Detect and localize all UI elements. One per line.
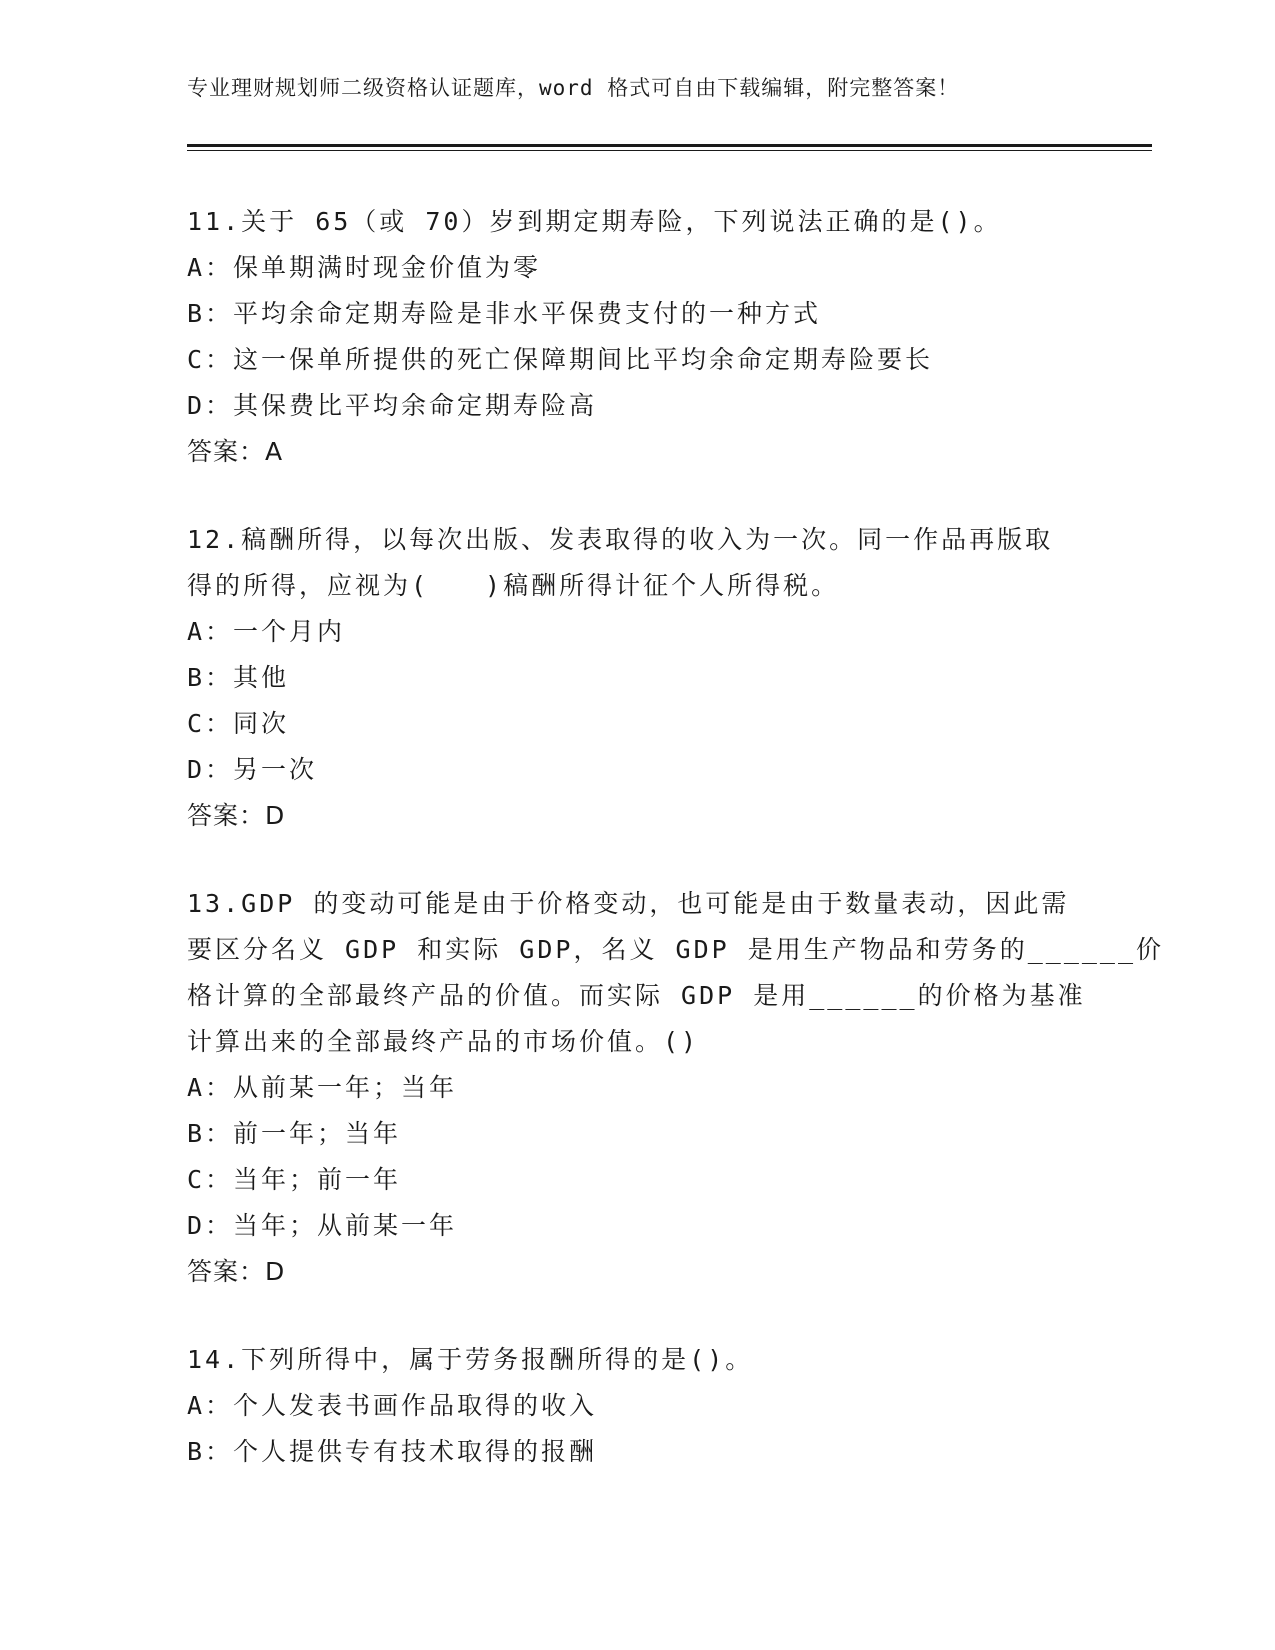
option-c: C：当年；前一年 (187, 1165, 402, 1194)
option-b: B：前一年；当年 (187, 1119, 402, 1148)
question-stem (187, 199, 1087, 245)
option-d: D：另一次 (187, 755, 318, 784)
option-c: C：同次 (187, 709, 290, 738)
option-c: C：这一保单所提供的死亡保障期间比平均余命定期寿险要长 (187, 345, 934, 374)
question-list (187, 199, 1165, 1517)
stem-line: 要区分名义 GDP 和实际 GDP，名义 GDP 是用生产物品和劳务的______价 (187, 935, 1165, 964)
stem-line: 12.稿酬所得，以每次出版、发表取得的收入为一次。同一作品再版取 (187, 525, 1054, 554)
stem-line: 13.GDP 的变动可能是由于价格变动，也可能是由于数量表动，因此需 (187, 889, 1070, 918)
option-b: B：平均余命定期寿险是非水平保费支付的一种方式 (187, 299, 822, 328)
answer-label: 答案：D (187, 801, 286, 830)
question-12 (187, 517, 1087, 839)
question-13 (187, 881, 1165, 1295)
question-14 (187, 1337, 1087, 1475)
question-stem (187, 1337, 1087, 1383)
option-a: A：保单期满时现金价值为零 (187, 253, 542, 282)
option-b: B：其他 (187, 663, 290, 692)
option-a: A：一个月内 (187, 617, 346, 646)
stem-line: 14.下列所得中，属于劳务报酬所得的是()。 (187, 1345, 754, 1374)
option-d: D：其保费比平均余命定期寿险高 (187, 391, 598, 420)
question-stem (187, 881, 1165, 1065)
option-a: A：从前某一年；当年 (187, 1073, 458, 1102)
question-11 (187, 199, 1087, 475)
stem-line: 11.关于 65（或 70）岁到期定期寿险，下列说法正确的是()。 (187, 207, 1002, 236)
option-b: B：个人提供专有技术取得的报酬 (187, 1437, 598, 1466)
option-d: D：当年；从前某一年 (187, 1211, 458, 1240)
page-header: 专业理财规划师二级资格认证题库，word 格式可自由下载编辑，附完整答案！ (187, 76, 960, 100)
option-a: A：个人发表书画作品取得的收入 (187, 1391, 598, 1420)
stem-line: 得的所得，应视为( )稿酬所得计征个人所得税。 (187, 571, 840, 600)
stem-line: 计算出来的全部最终产品的市场价值。() (187, 1027, 700, 1056)
header-divider (187, 144, 1152, 151)
answer-label: 答案：A (187, 437, 284, 466)
answer-label: 答案：D (187, 1257, 286, 1286)
stem-line: 格计算的全部最终产品的价值。而实际 GDP 是用______的价格为基准 (187, 981, 1086, 1010)
question-stem (187, 517, 1087, 609)
